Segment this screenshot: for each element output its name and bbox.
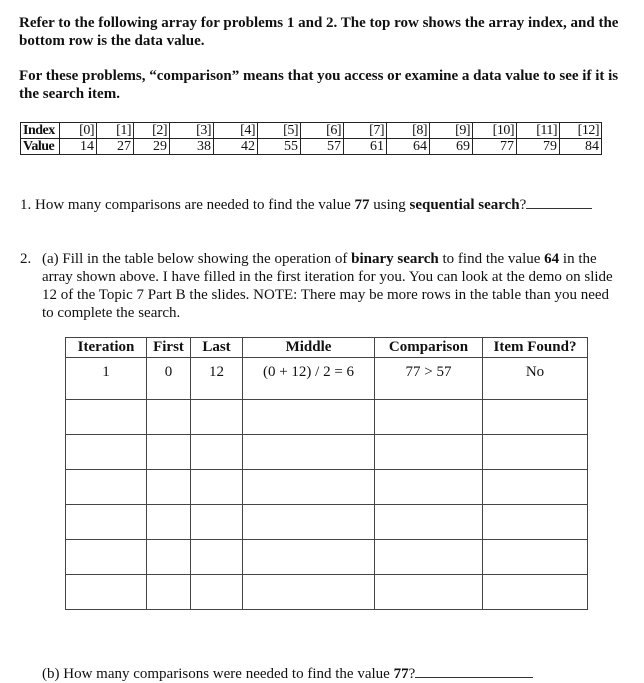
array-index-cell: [9] xyxy=(430,123,473,139)
blank-cell[interactable] xyxy=(483,470,588,505)
array-index-row xyxy=(21,123,602,139)
binary-table-header-row xyxy=(66,338,588,358)
blank-cell[interactable] xyxy=(243,400,375,435)
blank-cell[interactable] xyxy=(243,540,375,575)
q2-number: 2. xyxy=(20,251,32,267)
array-value-cell: 79 xyxy=(517,139,560,155)
array-value-cell: 69 xyxy=(430,139,473,155)
header-comparison: Comparison xyxy=(375,338,483,358)
blank-cell[interactable] xyxy=(243,505,375,540)
q2b-answer-blank[interactable] xyxy=(415,665,533,678)
table-row xyxy=(66,358,588,400)
blank-cell[interactable] xyxy=(483,505,588,540)
array-value-cell: 77 xyxy=(473,139,517,155)
array-value-row xyxy=(21,139,602,155)
cell-middle: (0 + 12) / 2 = 6 xyxy=(243,358,375,400)
array-index-cell: [7] xyxy=(344,123,387,139)
cell-iteration: 1 xyxy=(66,358,147,400)
blank-cell[interactable] xyxy=(191,505,243,540)
question-1 xyxy=(20,196,620,214)
header-iteration: Iteration xyxy=(66,338,147,358)
q1-answer-blank[interactable] xyxy=(526,196,592,209)
blank-cell[interactable] xyxy=(375,400,483,435)
array-index-cell: [2] xyxy=(134,123,170,139)
array-value-cell: 29 xyxy=(134,139,170,155)
blank-cell[interactable] xyxy=(147,540,191,575)
q1-text-post: ? xyxy=(519,197,527,213)
blank-cell[interactable] xyxy=(66,540,147,575)
blank-cell[interactable] xyxy=(243,575,375,610)
blank-cell[interactable] xyxy=(191,575,243,610)
array-index-cell: [8] xyxy=(387,123,430,139)
blank-cell[interactable] xyxy=(243,435,375,470)
array-index-cell: [3] xyxy=(170,123,214,139)
blank-cell[interactable] xyxy=(483,435,588,470)
array-index-cell: [0] xyxy=(60,123,97,139)
q1-search-value: 77 xyxy=(354,197,370,213)
intro-paragraph-1: Refer to the following array for problems 1 and 2. The top row shows the array index, and the bottom row is the data value. xyxy=(19,15,619,49)
question-2b xyxy=(42,665,533,683)
value-header: Value xyxy=(21,139,60,155)
q2-search-method: binary search xyxy=(351,251,439,267)
array-index-cell: [6] xyxy=(301,123,344,139)
array-value-cell: 14 xyxy=(60,139,97,155)
blank-cell[interactable] xyxy=(147,470,191,505)
array-index-cell: [4] xyxy=(214,123,258,139)
cell-comparison: 77 > 57 xyxy=(375,358,483,400)
q2-text-post: in the array shown above. I have filled in the first iteration for you. You can look at the demo on slide 12 of the Topic 7 Part B the slides. NOTE: There may be more rows in the table than you need to complete the search. xyxy=(42,251,613,321)
blank-cell[interactable] xyxy=(147,435,191,470)
header-middle: Middle xyxy=(243,338,375,358)
array-index-cell: [1] xyxy=(97,123,134,139)
blank-cell[interactable] xyxy=(375,435,483,470)
array-value-cell: 55 xyxy=(258,139,301,155)
array-value-cell: 57 xyxy=(301,139,344,155)
binary-search-table xyxy=(65,337,588,610)
q2b-text-pre: (b) How many comparisons were needed to find the value xyxy=(42,666,394,682)
array-index-cell: [11] xyxy=(517,123,560,139)
array-value-cell: 42 xyxy=(214,139,258,155)
array-index-cell: [10] xyxy=(473,123,517,139)
table-row xyxy=(66,470,588,505)
blank-cell[interactable] xyxy=(66,435,147,470)
q1-text-pre: 1. How many comparisons are needed to find the value xyxy=(20,197,355,213)
q2-text xyxy=(42,250,622,322)
table-row xyxy=(66,400,588,435)
blank-cell[interactable] xyxy=(66,505,147,540)
array-value-cell: 38 xyxy=(170,139,214,155)
q2b-search-value: 77 xyxy=(393,666,409,682)
blank-cell[interactable] xyxy=(66,470,147,505)
blank-cell[interactable] xyxy=(147,400,191,435)
table-row xyxy=(66,435,588,470)
array-value-cell: 84 xyxy=(560,139,602,155)
blank-cell[interactable] xyxy=(375,540,483,575)
array-value-cell: 27 xyxy=(97,139,134,155)
array-index-cell: [5] xyxy=(258,123,301,139)
array-value-cell: 64 xyxy=(387,139,430,155)
cell-last: 12 xyxy=(191,358,243,400)
blank-cell[interactable] xyxy=(483,540,588,575)
cell-item-found: No xyxy=(483,358,588,400)
q2b-text-post: ? xyxy=(408,666,416,682)
blank-cell[interactable] xyxy=(66,400,147,435)
blank-cell[interactable] xyxy=(66,575,147,610)
blank-cell[interactable] xyxy=(191,470,243,505)
blank-cell[interactable] xyxy=(375,505,483,540)
q2-text-mid: to find the value xyxy=(438,251,545,267)
blank-cell[interactable] xyxy=(483,575,588,610)
blank-cell[interactable] xyxy=(191,540,243,575)
array-value-cell: 61 xyxy=(344,139,387,155)
blank-cell[interactable] xyxy=(483,400,588,435)
cell-first: 0 xyxy=(147,358,191,400)
index-header: Index xyxy=(21,123,60,139)
blank-cell[interactable] xyxy=(375,575,483,610)
table-row xyxy=(66,575,588,610)
header-first: First xyxy=(147,338,191,358)
blank-cell[interactable] xyxy=(191,400,243,435)
blank-cell[interactable] xyxy=(147,505,191,540)
intro-paragraph-2: For these problems, “comparison” means that you access or examine a data value to see if it is the search item. xyxy=(19,68,619,102)
q2-text-pre: (a) Fill in the table below showing the operation of xyxy=(42,251,352,267)
table-row xyxy=(66,540,588,575)
blank-cell[interactable] xyxy=(191,435,243,470)
array-table xyxy=(20,122,602,155)
blank-cell[interactable] xyxy=(375,470,483,505)
q2-search-value: 64 xyxy=(544,251,560,267)
header-last: Last xyxy=(191,338,243,358)
array-index-cell: [12] xyxy=(560,123,602,139)
table-row xyxy=(66,505,588,540)
q1-text-mid: using xyxy=(369,197,410,213)
header-item-found: Item Found? xyxy=(483,338,588,358)
blank-cell[interactable] xyxy=(243,470,375,505)
q1-search-method: sequential search xyxy=(409,197,520,213)
blank-cell[interactable] xyxy=(147,575,191,610)
